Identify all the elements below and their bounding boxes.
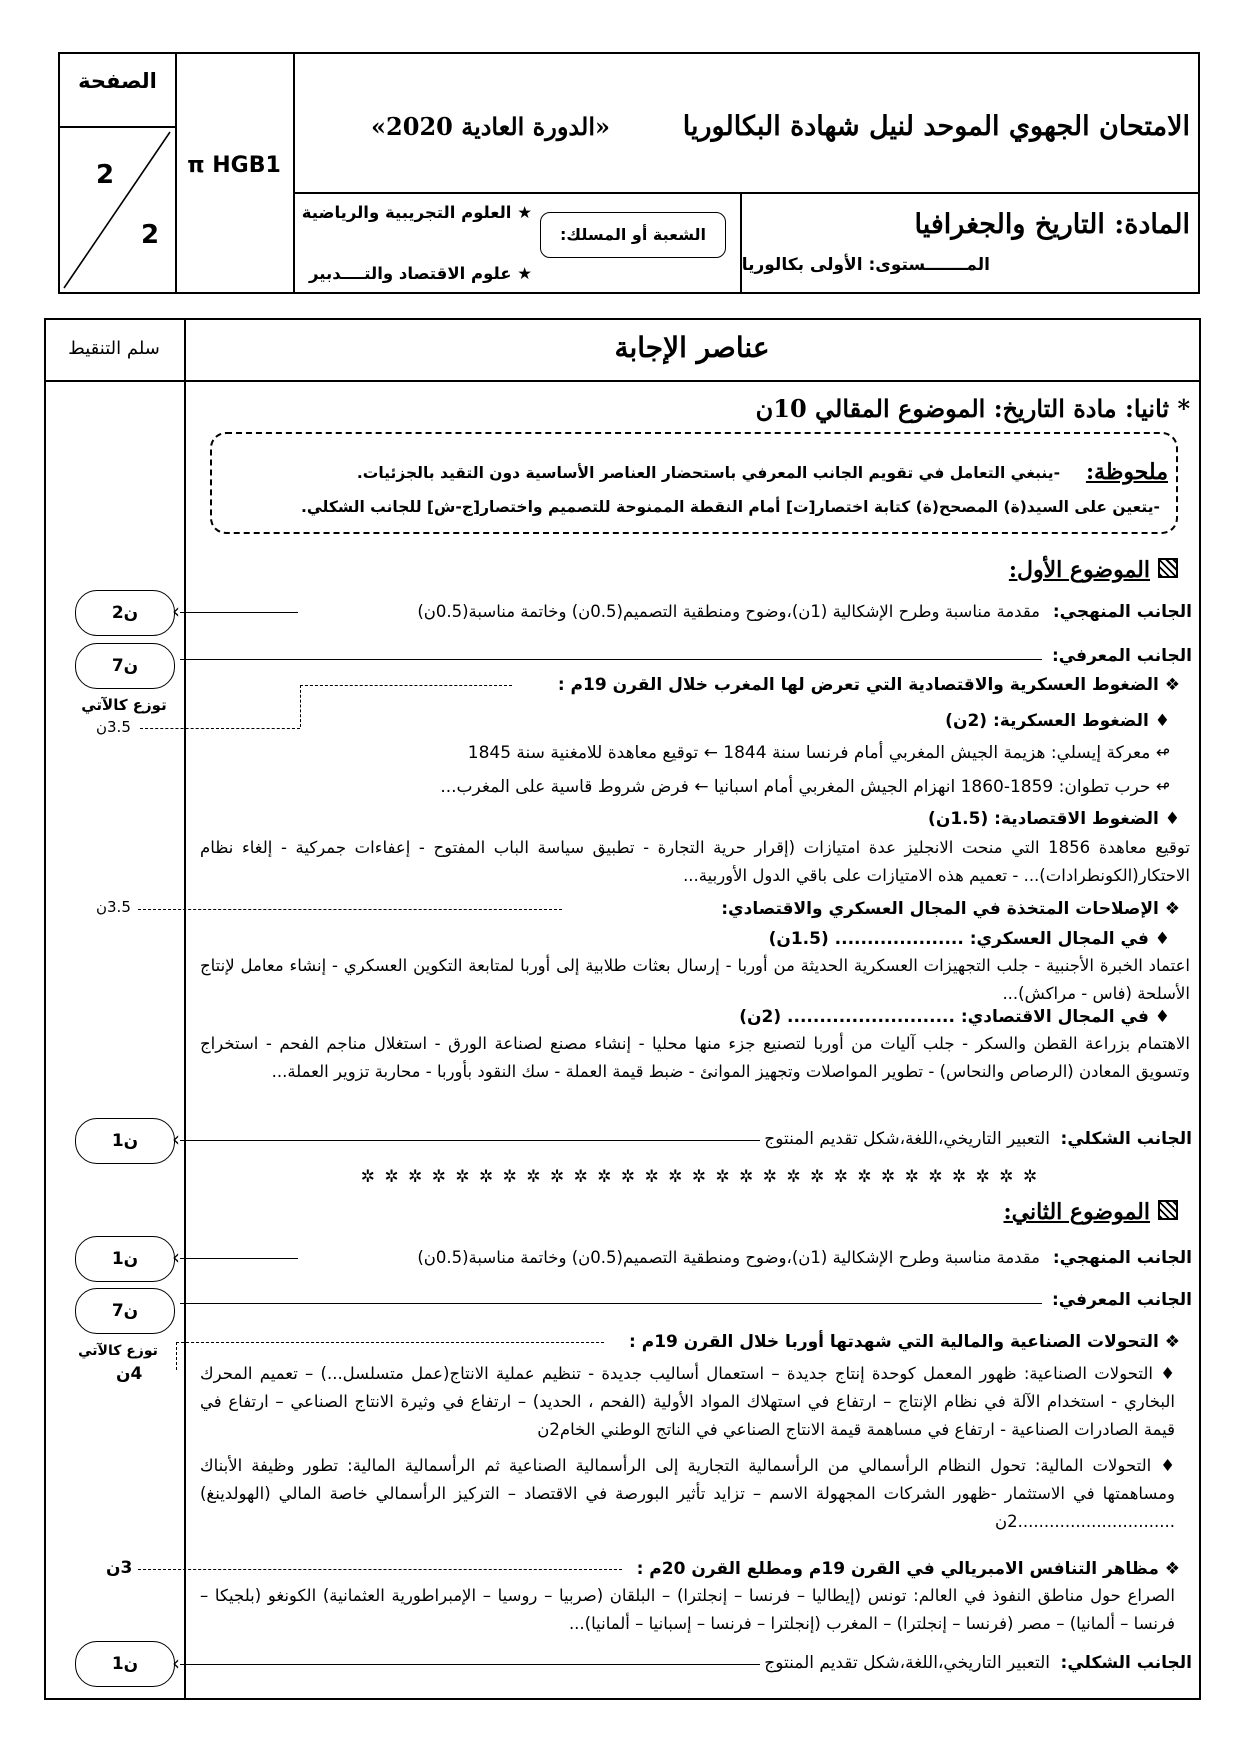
topic1-ref-mil-label: ♦ في المجال العسكري: .................... (1.5ن): [768, 929, 1170, 949]
answer-table-header-line: [44, 380, 1201, 382]
topic2-knowledge-leader: [180, 1303, 1042, 1304]
topic1-title-icon: [1158, 558, 1178, 578]
topic2-method-text: مقدمة مناسبة وطرح الإشكالية (1ن)،وضوح ومنطقية التصميم(0.5ن) وخاتمة مناسبة(0.5ن): [417, 1248, 1040, 1267]
topic2-fin-text: ♦ التحولات المالية: تحول النظام الرأسمالي من الرأسمالية التجارية إلى الرأسمالية الصناعية ثم الرأسمالية المالية: تطور وظيفة الأبناك ومساهمتها في الاستثمار -ظهور الشركات المجهولة الاسم – تزايد تأثير البورصة في الاقتصاد – التركيز الرأسمالي خاصة المالي (الهولدينغ) ..............................2ن: [200, 1456, 1175, 1531]
topic1-method-text: مقدمة مناسبة وطرح الإشكالية (1ن)،وضوح ومنطقية التصميم(0.5ن) وخاتمة مناسبة(0.5ن): [417, 602, 1040, 621]
score-topic1-method: 2ن: [75, 590, 175, 636]
branch-box-label: الشعبة أو المسلك:: [560, 225, 706, 244]
header-divider: [175, 52, 177, 294]
topic1-eco-text: توقيع معاهدة 1856 التي منحت الانجليز عدة امتيازات (إقرار حرية التجارة - تطبيق سياسة الباب المفتوح - إعفاءات جمركية - إلغاء نظام الاحتكار(الكونطرادات)... - تعميم هذه الامتيازات على باقي الدول الأوربية...: [200, 838, 1190, 885]
note-1: -ينبغي التعامل في تقويم الجانب المعرفي باستحضار العناصر الأساسية دون التقيد بالجزئيات.: [356, 464, 1060, 482]
score-topic2-part-b: 3ن: [106, 1558, 133, 1578]
topic1-title: الموضوع الأول:: [1008, 557, 1150, 583]
topic1-form-label: الجانب الشكلي:: [1060, 1129, 1192, 1149]
topic2-form-leader: [180, 1664, 760, 1665]
topic1-ref-mil-text: اعتماد الخبرة الأجنبية - جلب التجهيزات العسكرية الحديثة من أوربا - إرسال بعثات طلابية إلى أوربا لمتابعة التكوين العسكري - إنشاء معامل لإنتاج الأسلحة (فاس - مراكش)...: [200, 956, 1190, 1003]
topic1-method-label: الجانب المنهجي:: [1052, 602, 1192, 622]
topic2-h2: ❖ مظاهر التنافس الامبريالي في القرن 19م ومطلع القرن 20م :: [636, 1559, 1180, 1579]
page-total: 2: [140, 220, 160, 250]
grading-column-header: سلم التنقيط: [68, 338, 160, 359]
page-label: الصفحة: [78, 69, 157, 93]
topic2-form-label: الجانب الشكلي:: [1060, 1653, 1192, 1673]
topic2-h1-connector: [176, 1342, 177, 1370]
note-label: ملحوظة:: [1085, 459, 1168, 485]
topic2-method-label: الجانب المنهجي:: [1052, 1248, 1192, 1268]
score-topic1-form: 1ن: [75, 1118, 175, 1164]
topic1-h1-connector: [300, 685, 512, 686]
topic2-form-arrow: ‹: [172, 1651, 180, 1675]
score-topic2-part-a: 4ن: [116, 1364, 143, 1384]
score-topic1-part-b: 3.5ن: [96, 898, 131, 916]
note-2: -يتعين على السيد(ة) المصحح(ة) كتابة اختصار[ت] أمام النقطة الممنوحة للتصميم واختصار[ج-ش] للجانب الشكلي.: [300, 498, 1160, 516]
topic2-knowledge-label: الجانب المعرفي:: [1051, 1290, 1192, 1310]
score-topic2-method: 1ن: [75, 1236, 175, 1282]
subject-label: المادة: التاريخ والجغرافيا: [914, 209, 1190, 240]
page-slash: [58, 126, 175, 294]
header-divider: [293, 192, 1200, 194]
topic1-method-leader: [180, 612, 298, 613]
exam-session: «الدورة العادية 2020»: [371, 112, 610, 141]
topic1-form-leader: [180, 1140, 760, 1141]
topic1-mil-1: ↫ معركة إيسلي: هزيمة الجيش المغربي أمام فرنسا سنة 1844 ← توقيع معاهدة للامغنية سنة 1845: [467, 743, 1170, 763]
topic1-h2: ❖ الإصلاحات المتخذة في المجال العسكري والاقتصادي:: [721, 899, 1180, 919]
answer-table-col-divider: [184, 318, 186, 1700]
topic2-ind-text: ♦ التحولات الصناعية: ظهور المعمل كوحدة إنتاج جديدة – استعمال أساليب جديدة - تنظيم عملية الانتاج(عمل متسلسل...) – تعميم المحرك البخاري - استخدام الآلة في نظام الإنتاج – ارتفاع في استهلاك المواد الأولية (الفحم ، الحديد) – ارتفاع في وثيرة الانتاج الصناعي – ارتفاع في قيمة الصادرات الصناعية - ارتفاع في مساهمة قيمة الانتاج الصناعي في الناتج الوطني الخام2ن: [200, 1364, 1175, 1439]
topic1-knowledge-leader: [180, 659, 1042, 660]
topic1-form-text: التعبير التاريخي،اللغة،شكل تقديم المنتوج: [764, 1129, 1050, 1149]
topic2-method-arrow: ‹: [172, 1245, 180, 1269]
score-topic1-dist: توزع كالآتي: [81, 696, 167, 714]
exam-code: π HGB1: [187, 153, 281, 178]
score-topic1-part-a-leader: [140, 728, 300, 729]
topic1-h1: ❖ الضغوط العسكرية والاقتصادية التي تعرض لها المغرب خلال القرن 19م :: [557, 675, 1180, 695]
answers-column-header: عناصر الإجابة: [614, 331, 770, 364]
branch-1: ★ العلوم التجريبية والرياضية: [301, 203, 532, 222]
topic2-title-icon: [1158, 1200, 1178, 1220]
branch-2: ★ علوم الاقتصاد والتــــدبير: [309, 264, 532, 283]
header-divider: [740, 192, 742, 294]
topic2-form-text: التعبير التاريخي،اللغة،شكل تقديم المنتوج: [764, 1653, 1050, 1673]
exam-title: الامتحان الجهوي الموحد لنيل شهادة البكالوريا: [682, 111, 1190, 142]
topic1-h1-connector: [300, 685, 301, 727]
topic2-h2-leader: [138, 1569, 622, 1570]
topic2-h2-text: الصراع حول مناطق النفوذ في العالم: تونس (إيطاليا – فرنسا – إنجلترا) – البلقان (صربيا – روسيا – الإمبراطورية العثمانية) الكونغو (بلجيكا – فرنسا – ألمانيا) – مصر (فرنسا – إنجلترا) – المغرب (إنجلترا – فرنسا – إسبانيا – ألمانيا)...: [200, 1586, 1175, 1633]
score-topic1-knowledge: 7ن: [75, 643, 175, 689]
topic1-mil-2: ↫ حرب تطوان: 1859-1860 انهزام الجيش المغربي أمام اسبانيا ← فرض شروط قاسية على المغرب...: [440, 777, 1170, 797]
topic2-h1: ❖ التحولات الصناعية والمالية التي شهدتها أوربا خلال القرن 19م :: [629, 1332, 1180, 1352]
topic1-ref-eco-text: الاهتمام بزراعة القطن والسكر - جلب آليات من أوربا لتصنيع جزء منها محليا - إنشاء مصنع لصناعة الورق - استغلال مناجم الفحم - استخراج وتسويق المعادن (الرصاص والنحاس) - تطوير المواصلات وتجهيز الموانئ - ضبط قيمة العملة - سك النقود بأوربا - محاربة تزوير العملة...: [200, 1034, 1190, 1081]
topic1-mil-label: ♦ الضغوط العسكرية: (2ن): [945, 711, 1170, 731]
topic1-h2-leader: [138, 909, 562, 910]
score-topic2-knowledge: 7ن: [75, 1288, 175, 1334]
topic1-ref-eco-label: ♦ في المجال الاقتصادي: .......................... (2ن): [739, 1007, 1170, 1027]
topic2-title: الموضوع الثاني:: [1003, 1199, 1150, 1225]
page-current: 2: [95, 160, 115, 190]
score-topic2-dist: توزع كالآتي: [78, 1343, 158, 1359]
topic1-knowledge-label: الجانب المعرفي:: [1051, 646, 1192, 666]
header-divider: [293, 52, 295, 294]
separator: ✲ ✲ ✲ ✲ ✲ ✲ ✲ ✲ ✲ ✲ ✲ ✲ ✲ ✲ ✲ ✲ ✲ ✲ ✲ ✲ ✲ ✲ ✲ ✲ ✲ ✲ ✲ ✲ ✲: [360, 1167, 1040, 1187]
level-label: المـــــــستوى: الأولى بكالوريا: [741, 255, 990, 275]
topic2-method-leader: [180, 1258, 298, 1259]
score-topic2-form: 1ن: [75, 1641, 175, 1687]
topic1-eco-label: ♦ الضغوط الاقتصادية: (1.5ن): [928, 809, 1180, 829]
score-topic1-part-a: 3.5ن: [96, 718, 131, 736]
section-title: * ثانيا: مادة التاريخ: الموضوع المقالي 10ن: [755, 394, 1190, 423]
topic2-h1-connector: [176, 1342, 604, 1343]
topic1-form-arrow: ‹: [172, 1127, 180, 1151]
topic1-method-arrow: ‹: [172, 599, 180, 623]
